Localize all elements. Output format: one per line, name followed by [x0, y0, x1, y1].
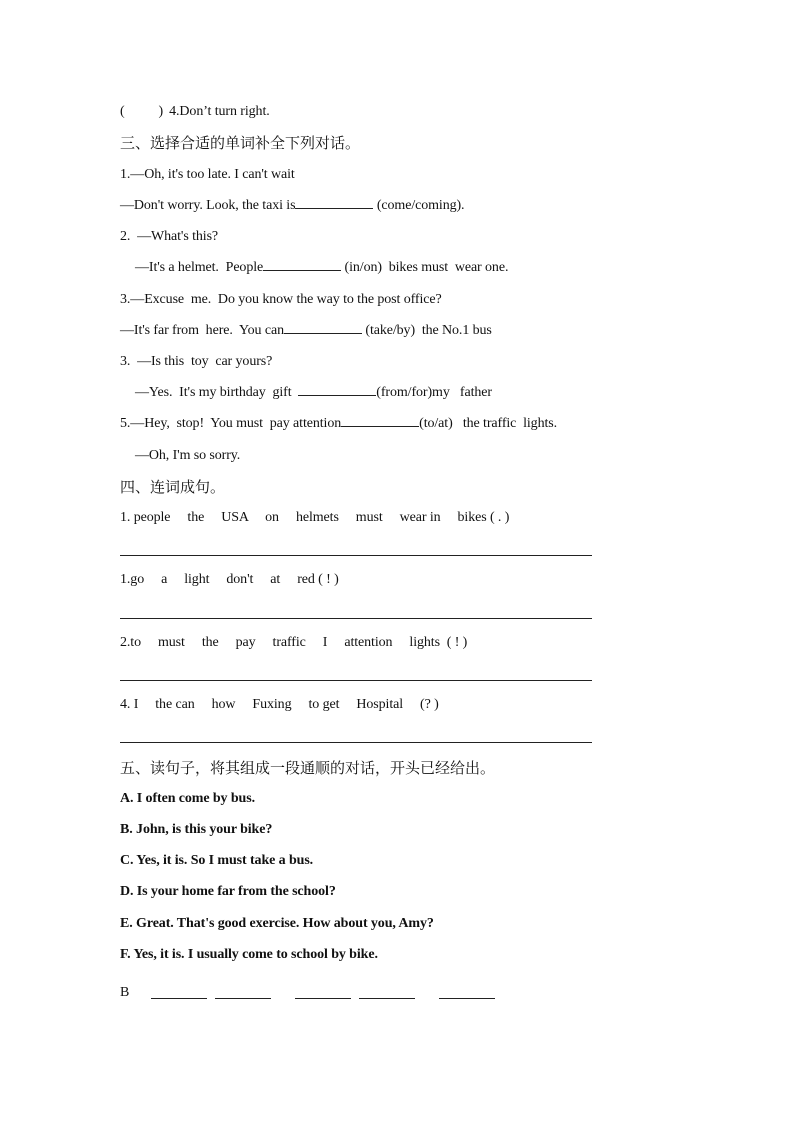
scramble-item-4: 4. I the can how Fuxing to get Hospital (? ) [120, 697, 439, 712]
section3-heading: 三、选择合适的单词补全下列对话。 [120, 134, 361, 152]
order-start-label: B [120, 985, 130, 1000]
option-c: C. Yes, it is. So I must take a bus. [120, 853, 314, 868]
q3-line2 [120, 322, 492, 340]
option-f: F. Yes, it is. I usually come to school by bike. [120, 947, 378, 962]
q2-prompt: —It's a helmet. People [135, 260, 264, 275]
scramble-item-3: 2.to must the pay traffic I attention lights ( ! ) [120, 635, 468, 650]
q5-options: (to/at) the traffic lights. [419, 416, 558, 431]
q3-options: (take/by) the No.1 bus [361, 323, 492, 338]
scramble-item-2: 1.go a light don't at red ( ! ) [120, 572, 339, 587]
q3-prompt: —It's far from here. You can [120, 323, 284, 338]
option-e: E. Great. That's good exercise. How about you, Amy? [120, 916, 434, 931]
item-text: 4.Don’t turn right. [169, 104, 270, 119]
order-blank-4[interactable] [359, 998, 415, 999]
q5-answer-blank[interactable] [341, 415, 419, 427]
q1-line1: 1.—Oh, it's too late. I can't wait [120, 167, 295, 182]
q4-line2 [135, 384, 492, 402]
answer-line-4[interactable] [120, 742, 592, 743]
answer-line-2[interactable] [120, 618, 592, 619]
section5-heading: 五、读句子，将其组成一段通顺的对话，开头已经给出。 [120, 759, 496, 777]
order-blank-1[interactable] [151, 998, 207, 999]
q1-prompt: —Don't worry. Look, the taxi is [120, 198, 296, 213]
answer-parentheses: ( ) [120, 104, 164, 119]
q4-options: (from/for)my father [376, 385, 492, 400]
q3-line1: 3.—Excuse me. Do you know the way to the post office? [120, 292, 442, 307]
q4-answer-blank[interactable] [298, 384, 376, 396]
q1-line2 [120, 197, 464, 215]
order-blank-3[interactable] [295, 998, 351, 999]
q2-line1: 2. —What's this? [120, 229, 219, 244]
option-b: B. John, is this your bike? [120, 822, 273, 837]
q1-answer-blank[interactable] [295, 197, 373, 209]
order-blank-2[interactable] [215, 998, 271, 999]
option-d: D. Is your home far from the school? [120, 884, 336, 899]
q3-answer-blank[interactable] [284, 322, 362, 334]
order-blank-5[interactable] [439, 998, 495, 999]
q5-line1 [120, 415, 557, 433]
q4-prompt: —Yes. It's my birthday gift [135, 385, 299, 400]
q5-prompt: 5.—Hey, stop! You must pay attention [120, 416, 342, 431]
answer-line-1[interactable] [120, 555, 592, 556]
q2-options: (in/on) bikes must wear one. [341, 260, 509, 275]
q5-line2: —Oh, I'm so sorry. [135, 448, 241, 463]
q1-options: (come/coming). [373, 198, 465, 213]
answer-line-3[interactable] [120, 680, 592, 681]
q2-line2 [135, 259, 508, 277]
section2-item4 [120, 103, 270, 121]
option-a: A. I often come by bus. [120, 791, 255, 806]
scramble-item-1: 1. people the USA on helmets must wear in bikes ( . ) [120, 510, 510, 525]
section4-heading: 四、连词成句。 [120, 478, 226, 496]
q4-line1: 3. —Is this toy car yours? [120, 354, 273, 369]
q2-answer-blank[interactable] [263, 259, 341, 271]
